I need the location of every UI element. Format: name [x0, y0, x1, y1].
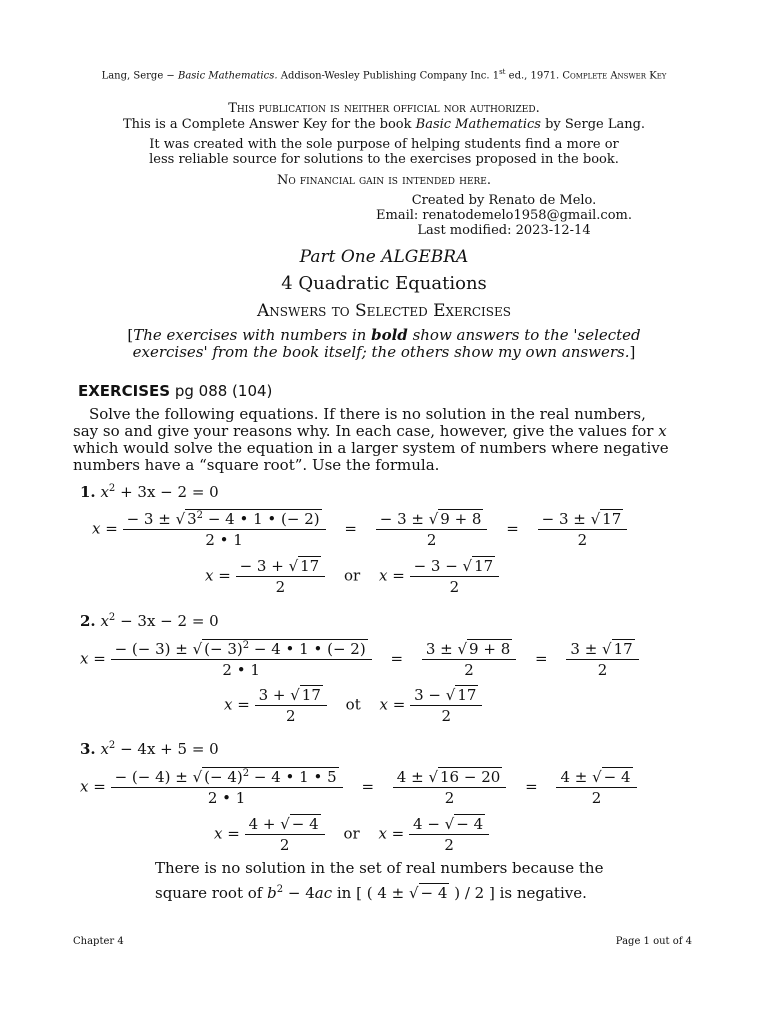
notice-line: This publication is neither official nor authorized.: [228, 101, 540, 116]
answers-title: Answers to Selected Exercises: [257, 301, 511, 321]
exercise-2-solutions: x = $\frac{3 + √ 17}{2}$ ot x = $\frac{3 - √ 17}{2}$: [224, 686, 482, 725]
exercises-heading: EXERCISES pg 088 (104): [78, 382, 273, 400]
intro-line: This is a Complete Answer Key for the book Basic Mathematics by Serge Lang.: [122, 117, 646, 132]
credits-created: Created by Renato de Melo.: [411, 193, 597, 208]
credits-email: Email: renatodemelo1958@gmail.com.: [376, 208, 632, 223]
instructions: Solve the following equations. If there is no solution in the real numbers, say so and give your reasons why. In each case, however, give the values for x which would solve the equation in a larger system of numbers where negative numbers have a “square root”. Use the formula.: [73, 405, 669, 474]
no-gain-line: No financial gain is intended here.: [277, 173, 491, 188]
exercise-1-formula: x = $\frac{- 3 \pm √ 3^2 - 4 • 1 • (- 2)}{2 • 1}$ = $\frac{- 3 \pm √ 9 + 8}{2}$ = $\frac{- 3 \pm √ 17}{2}$: [92, 510, 627, 549]
ex1-fraction-2: $\frac{- 3 \pm √ 9 + 8}{2}$: [376, 510, 488, 549]
exercise-3-conclusion: There is no solution in the set of real numbers because the square root of $b^2 - 4ac$ in [ ( 4 ± √ − 4 ) / 2 ] is negative.: [155, 859, 604, 902]
exercise-2-equation: 2. $x^2 - 3x - 2 = 0$: [80, 612, 219, 630]
ex1-fraction-3: $\frac{- 3 \pm √ 17}{2}$: [538, 510, 628, 549]
chapter-title: 4 Quadratic Equations: [281, 273, 487, 294]
exercise-1-equation: 1. $x^2 + 3x - 2 = 0$: [80, 483, 219, 501]
exercise-2-formula: x = $\frac{- (- 3) \pm √ (- 3)^2 - 4 • 1 • (- 2)}{2 • 1}$ = $\frac{3 \pm √ 9 + 8}{2}$ = $\frac{3 \pm √ 17}{2}$: [80, 640, 639, 679]
footer-page: Page 1 out of 4: [615, 936, 692, 947]
purpose-line-1: It was created with the sole purpose of helping students find a more or: [149, 137, 619, 152]
exercise-3-equation: 3. $x^2 - 4x + 5 = 0$: [80, 740, 219, 758]
selection-note: [The exercises with numbers in bold show answers to the 'selected exercises' from the book itself; the others show my own answers.]: [127, 326, 641, 361]
credits-modified: Last modified: 2023-12-14: [417, 223, 591, 238]
ex1-fraction-1: $\frac{- 3 \pm √ 3^2 - 4 • 1 • (- 2)}{2 • 1}$: [123, 510, 326, 549]
purpose-line-2: less reliable source for solutions to the exercises proposed in the book.: [149, 152, 619, 167]
exercise-1-solutions: x = $\frac{- 3 + √ 17}{2}$ or x = $\frac{- 3 - √ 17}{2}$: [205, 557, 499, 596]
exercise-3-formula: x = $\frac{- (- 4) \pm √ (- 4)^2 - 4 • 1 • 5}{2 • 1}$ = $\frac{4 \pm √ 16 - 20}{2}$ = $\frac{4 \pm √ - 4}{2}$: [80, 768, 637, 807]
footer-chapter: Chapter 4: [73, 936, 124, 947]
citation-header: Lang, Serge − Basic Mathematics. Addison-Wesley Publishing Company Inc. 1st ed., 1971. Complete Answer Key: [101, 68, 667, 82]
exercise-3-solutions: x = $\frac{4 + √ - 4}{2}$ or x = $\frac{4 - √ - 4}{2}$: [214, 815, 489, 854]
credits-block: [376, 193, 632, 238]
part-title: Part One ALGEBRA: [299, 247, 469, 267]
